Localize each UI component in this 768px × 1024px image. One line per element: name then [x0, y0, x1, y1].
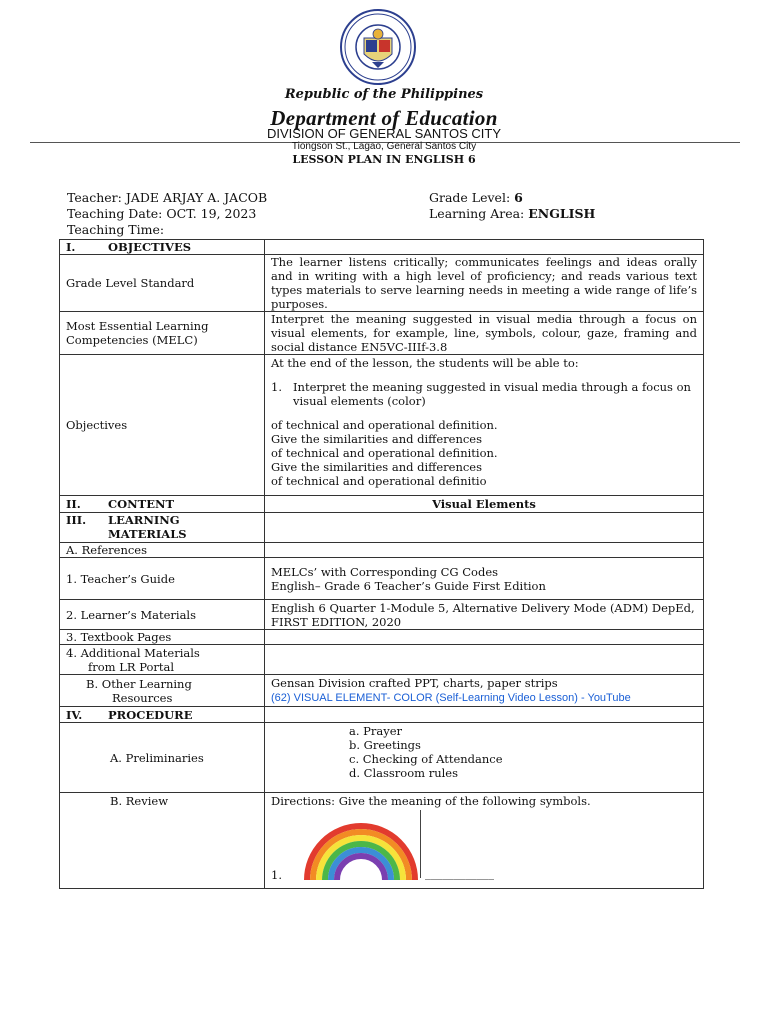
table-row [60, 496, 704, 513]
gls-label: Grade Level Standard [60, 255, 265, 312]
objectives-cell [265, 355, 704, 496]
table-row [60, 513, 704, 543]
review-label: B. Review [60, 793, 265, 889]
objective-line: of technical and operational definition. [271, 418, 498, 432]
textbook-pages-label: 3. Textbook Pages [60, 630, 265, 645]
objective-line: of technical and operational definitio [271, 474, 487, 488]
review-directions: Directions: Give the meaning of the following symbols. [271, 794, 591, 808]
seal-icon [323, 8, 433, 86]
teachers-guide-cell: MELCs’ with Corresponding CG Codes English– Grade 6 Teacher’s Guide First Edition [265, 558, 704, 600]
division-text: DIVISION OF GENERAL SANTOS CITY [266, 126, 502, 141]
republic-text: Republic of the Philippines [284, 87, 484, 102]
objective-item: 1. Interpret the meaning suggested in visual media through a focus on visual elements (color) [271, 380, 691, 408]
preliminaries-cell [265, 723, 704, 793]
objectives-heading-cell: I. OBJECTIVES [60, 240, 265, 255]
other-resources-label: B. Other Learning Resources [60, 675, 265, 707]
list-item: a. Prayer [349, 724, 403, 738]
review-cell [265, 793, 704, 889]
objective-line: of technical and operational definition. [271, 446, 498, 460]
list-item: b. Greetings [349, 738, 421, 752]
image-divider [420, 810, 421, 878]
teacher-label: Teacher: [67, 190, 122, 205]
learners-materials-label: 2. Learner’s Materials [60, 600, 265, 630]
melc-label: Most Essential Learning Competencies (MELC) [60, 312, 265, 355]
list-item: d. Classroom rules [349, 766, 459, 780]
youtube-lesson-link[interactable]: (62) VISUAL ELEMENT- COLOR (Self-Learning Video Lesson) - YouTube [271, 692, 631, 704]
time-label: Teaching Time: [67, 222, 165, 237]
learners-materials-text: English 6 Quarter 1-Module 5, Alternative Delivery Mode (ADM) DepEd, FIRST EDITION, 2020 [265, 600, 704, 630]
table-row [60, 645, 704, 675]
content-value: Visual Elements [265, 496, 704, 513]
table-row [60, 707, 704, 723]
melc-text: Interpret the meaning suggested in visual media through a focus on visual elements, for example, line, symbols, colour, gaze, framing and social distance EN5VC-IIIf-3.8 [265, 312, 704, 355]
date-line [67, 206, 256, 222]
area-value: ENGLISH [528, 206, 596, 221]
objective-line: Give the similarities and differences [271, 460, 482, 474]
table-row [60, 675, 704, 707]
objectives-label: Objectives [60, 355, 265, 496]
procedure-heading-cell: IV. PROCEDURE [60, 707, 265, 723]
table-row [60, 600, 704, 630]
teachers-guide-label: 1. Teacher’s Guide [60, 558, 265, 600]
table-row [60, 543, 704, 558]
deped-seal [323, 8, 433, 86]
grade-value: 6 [514, 190, 523, 205]
other-resources-cell: Gensan Division crafted PPT, charts, paper strips (62) VISUAL ELEMENT- COLOR (Self-Learning Video Lesson) - YouTube [265, 675, 704, 707]
table-row [60, 240, 704, 255]
review-item-number: 1. [271, 868, 282, 882]
answer-blank[interactable]: ____________ [425, 866, 494, 880]
teacher-line [67, 190, 267, 206]
list-item: c. Checking of Attendance [349, 752, 503, 766]
additional-materials-label: 4. Additional Materials from LR Portal [60, 645, 265, 675]
rainbow-icon [301, 820, 421, 882]
date-value: OCT. 19, 2023 [166, 206, 257, 221]
objectives-intro: At the end of the lesson, the students will be able to: [271, 356, 579, 370]
date-label: Teaching Date: [67, 206, 163, 221]
grade-label: Grade Level: [429, 190, 511, 205]
table-row [60, 255, 704, 312]
table-row [60, 355, 704, 496]
table-row [60, 793, 704, 889]
materials-heading-cell: III. LEARNING MATERIALS [60, 513, 265, 543]
teacher-name: JADE ARJAY A. JACOB [125, 190, 268, 205]
department-title: Department of Education [270, 106, 498, 130]
content-heading-cell: II. CONTENT [60, 496, 265, 513]
objective-line: Give the similarities and differences [271, 432, 482, 446]
area-line [429, 206, 595, 222]
table-row [60, 558, 704, 600]
area-label: Learning Area: [429, 206, 525, 221]
address-text: Tiongson St., Lagao, General Santos City [291, 141, 477, 152]
table-row [60, 630, 704, 645]
seal-text-top [326, 2, 430, 3]
table-row [60, 312, 704, 355]
grade-line [429, 190, 523, 206]
lesson-plan-table [59, 239, 704, 889]
gls-text: The learner listens critically; communicates feelings and ideas orally and in writing with a high level of proficiency; and reads various text types materials to serve learning needs in meeting a wide range of life’s purposes. [265, 255, 704, 312]
seal-text-bottom [326, 84, 430, 85]
table-row [60, 723, 704, 793]
preliminaries-label: A. Preliminaries [60, 723, 265, 793]
references-label: A. References [60, 543, 265, 558]
lesson-plan-title: LESSON PLAN IN ENGLISH 6 [292, 153, 476, 166]
time-line [67, 222, 164, 238]
preliminaries-list [271, 724, 697, 780]
